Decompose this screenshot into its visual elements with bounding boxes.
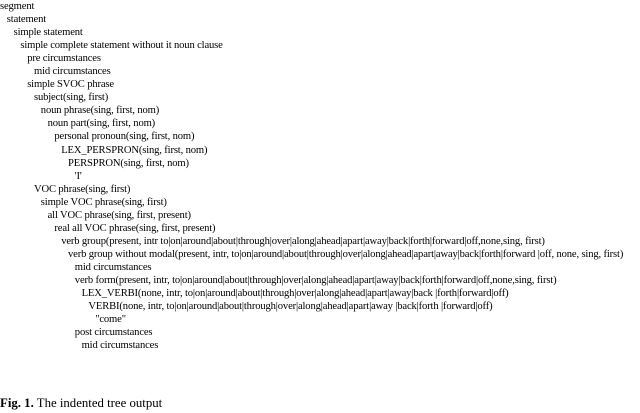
tree-node: mid circumstances: [74, 261, 152, 273]
tree-node: 'I': [74, 170, 82, 182]
tree-node: VERBI(none, intr, to|on|around|about|through|over|along|ahead|apart|away |back|forth |forward|off): [88, 301, 493, 313]
tree-node: "come": [95, 314, 126, 326]
figure-caption: [0, 396, 162, 411]
tree-node: PERSPRON(sing, first, nom): [68, 157, 189, 169]
tree-node: statement: [6, 14, 47, 26]
tree-node: pre circumstances: [27, 53, 101, 65]
tree-node: subject(sing, first): [34, 92, 109, 104]
tree-node: verb form(present, intr, to|on|around|about|through|over|along|ahead|apart|away|back|forth|forward|off,none,sing, first): [74, 274, 557, 286]
tree-node: verb group without modal(present, intr, to|on|around|about|through|over|along|ahead|apart|away|back|forth|forward |off, none, sing, first): [68, 248, 624, 260]
tree-node: mid circumstances: [34, 66, 111, 78]
tree-node: simple complete statement without it noun clause: [20, 40, 223, 52]
tree-node: LEX_VERBI(none, intr, to|on|around|about|through|over|along|ahead|apart|away|back |forth|forward|off): [81, 288, 509, 300]
tree-node: noun phrase(sing, first, nom): [40, 105, 160, 117]
tree-node: simple statement: [13, 27, 83, 39]
tree-node: segment: [0, 1, 35, 12]
tree-node: VOC phrase(sing, first): [34, 183, 131, 195]
tree-node: verb group(present, intr to|on|around|about|through|over|along|ahead|apart|away|back|forth|forward|off,none,sing, first): [61, 235, 545, 247]
tree-node: simple VOC phrase(sing, first): [40, 196, 167, 208]
tree-node: noun part(sing, first, nom): [47, 118, 156, 130]
figure-label: Fig. 1.: [0, 396, 34, 410]
tree-node: real all VOC phrase(sing, first, present): [54, 222, 216, 234]
tree-node: mid circumstances: [81, 340, 159, 352]
figure-caption-text: The indented tree output: [36, 396, 163, 410]
tree-node: simple SVOC phrase: [27, 79, 114, 91]
tree-node: post circumstances: [74, 327, 153, 339]
tree-node: personal pronoun(sing, first, nom): [54, 131, 195, 143]
tree-node: all VOC phrase(sing, first, present): [47, 209, 191, 221]
tree-node: LEX_PERSPRON(sing, first, nom): [61, 144, 208, 156]
